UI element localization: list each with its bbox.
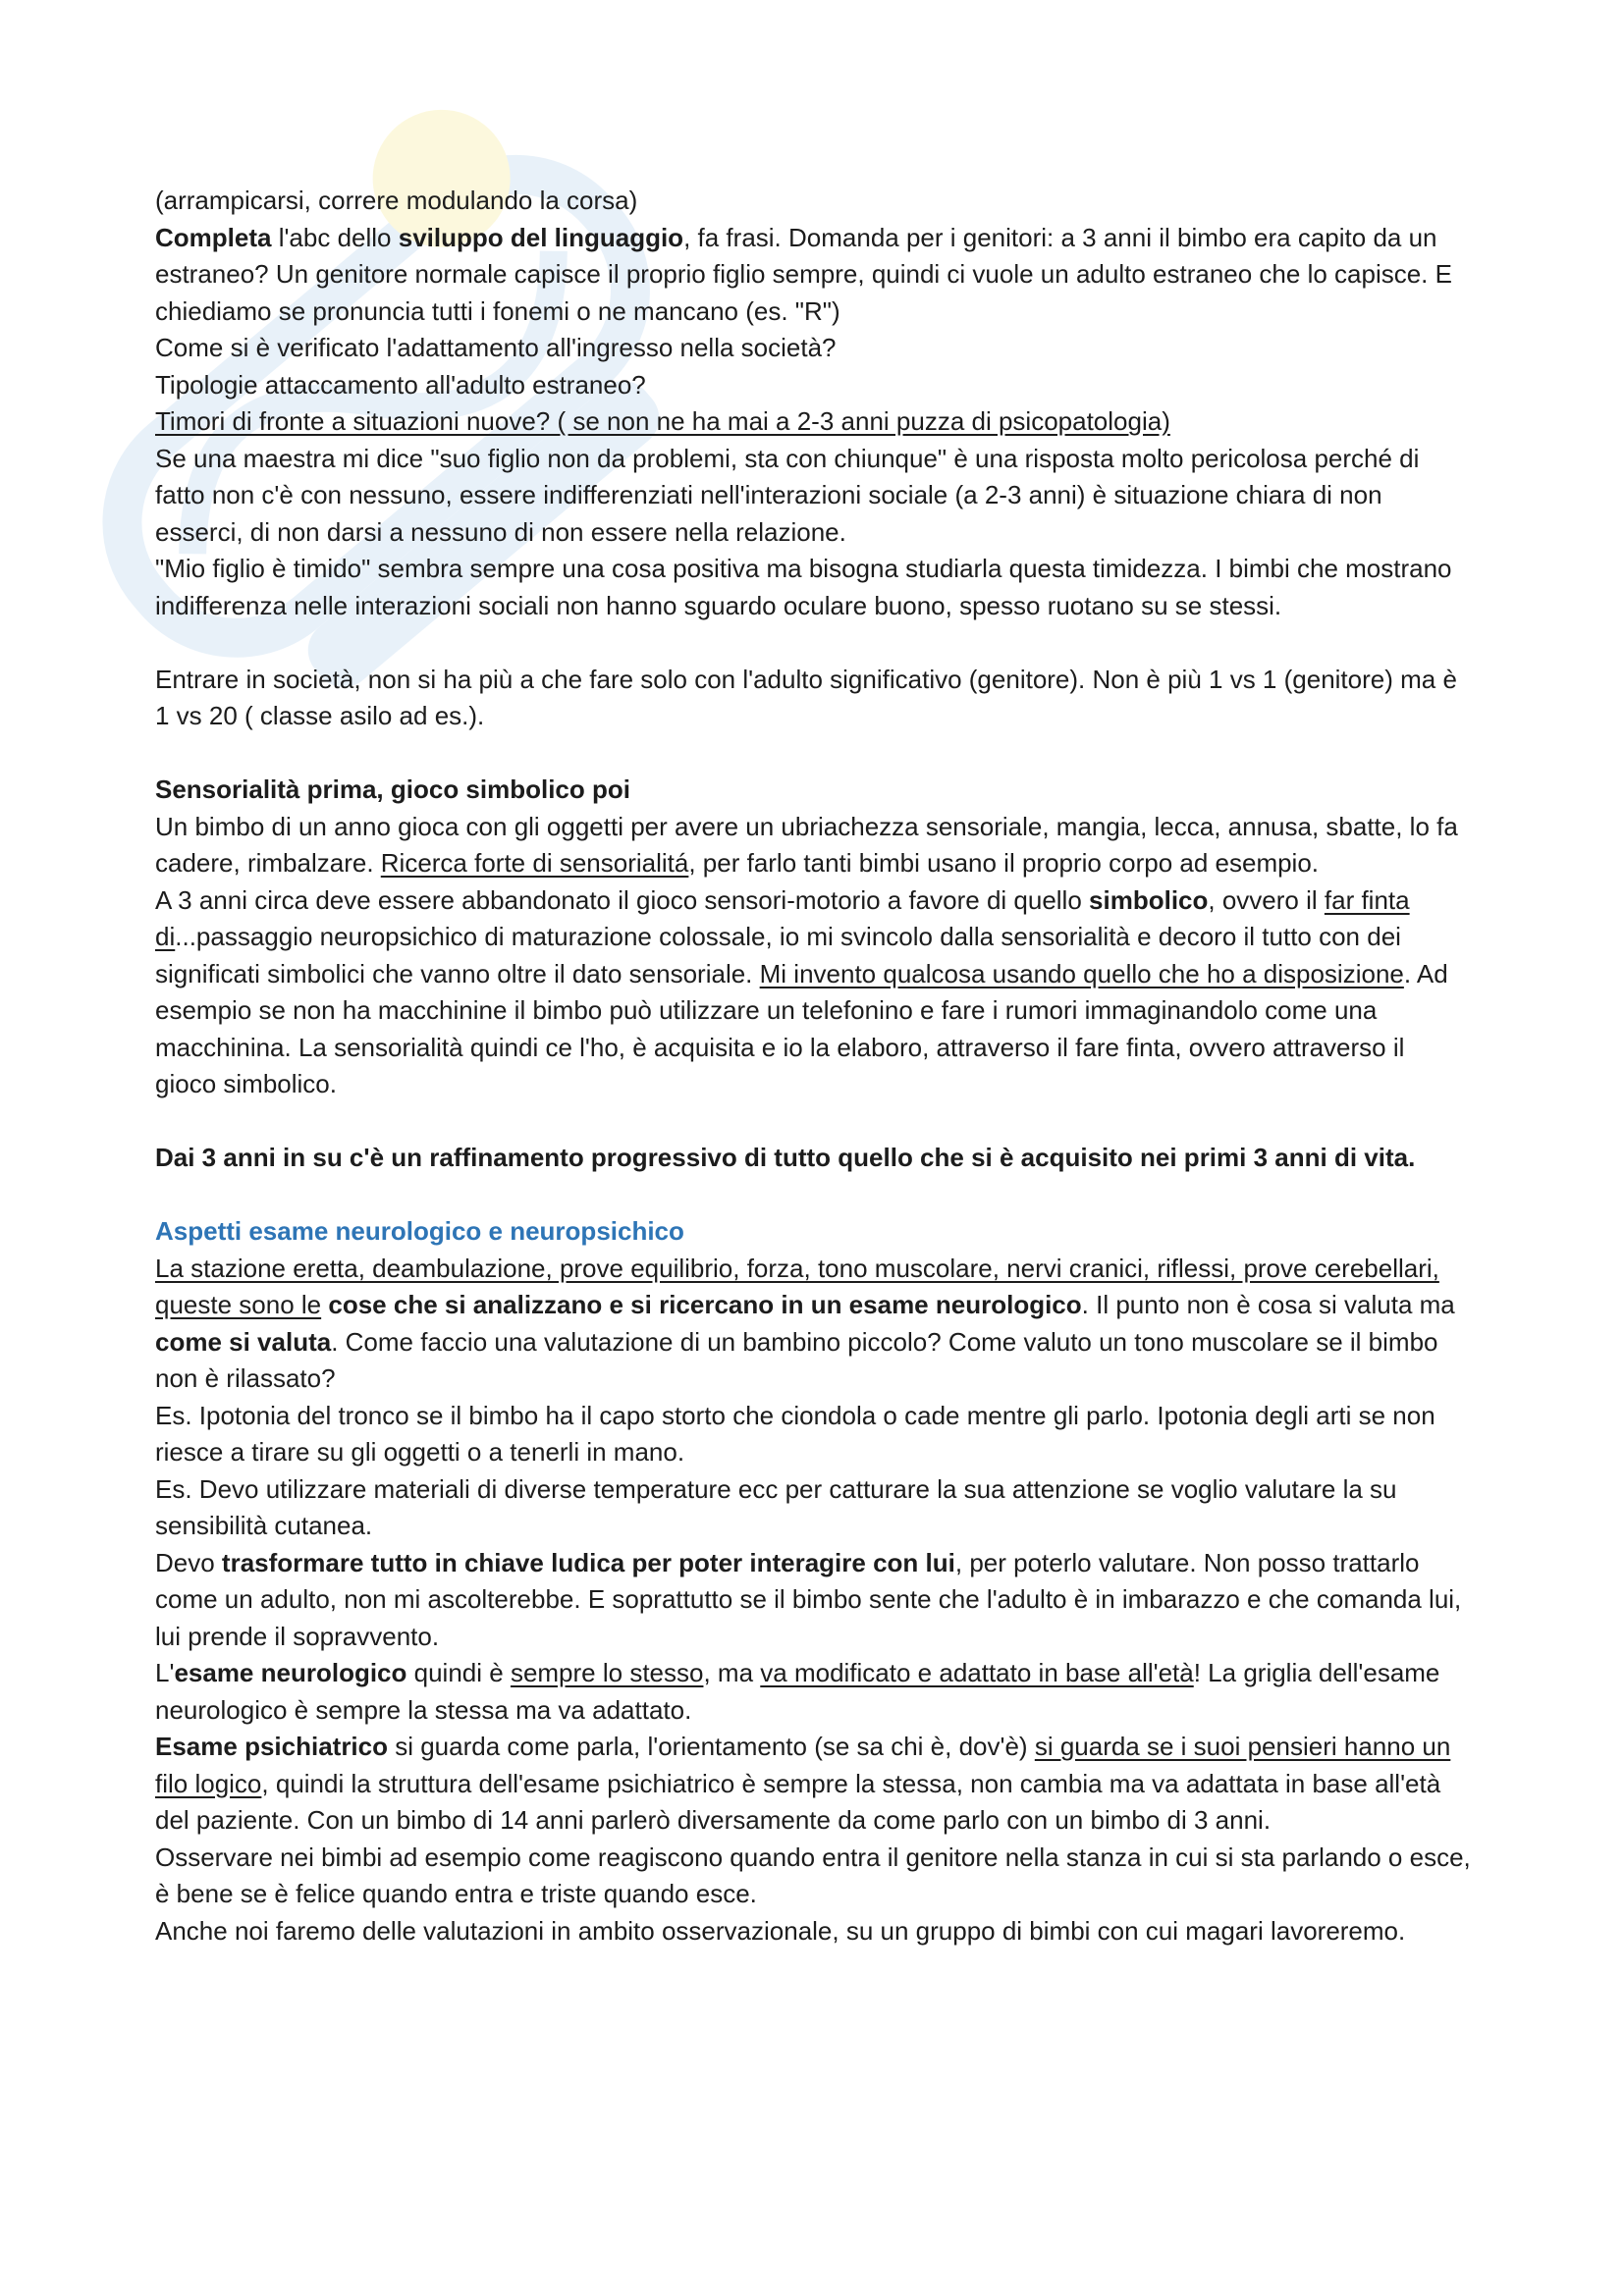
paragraph-valutazioni: Anche noi faremo delle valutazioni in ambito osservazionale, su un gruppo di bimbi con cui magari lavoreremo.	[155, 1915, 1406, 1946]
paragraph-esame-psichiatrico: Esame psichiatrico si guarda come parla, l'orientamento (se sa chi è, dov'è) si guarda se i suoi pensieri hanno un filo logico, quindi la struttura dell'esame psichiatrico è sempre la stessa, non cambia ma va adattata in base all'età del paziente. Con un bimbo di 14 anni parlerò diversamente da come parlo con un bimbo di 3 anni.	[155, 1732, 1451, 1835]
paragraph-adattamento: Come si è verificato l'adattamento all'ingresso nella società?	[155, 333, 837, 362]
section-heading-esame-neurologico: Aspetti esame neurologico e neuropsichico	[155, 1216, 684, 1246]
paragraph-esame-neurologico: L'esame neurologico quindi è sempre lo stesso, ma va modificato e adattato in base all'età! La griglia dell'esame neurologico è sempre la stessa ma va adattato.	[155, 1658, 1440, 1725]
paragraph-maestra: Se una maestra mi dice "suo figlio non da problemi, sta con chiunque" è una risposta molto pericolosa perché di fatto non c'è con nessuno, essere indifferenziati nell'interazioni sociale (a 2-3 anni) è situazione chiara di non esserci, di non darsi a nessuno di non essere nella relazione.	[155, 443, 1420, 547]
paragraph-intro: (arrampicarsi, correre modulando la corsa)	[155, 186, 638, 215]
paragraph-osservare: Osservare nei bimbi ad esempio come reagiscono quando entra il genitore nella stanza in cui si sta parlando o esce, è bene se è felice quando entra e triste quando esce.	[155, 1842, 1471, 1908]
paragraph-chiave-ludica: Devo trasformare tutto in chiave ludica per poter interagire con lui, per poterlo valutare. Non posso trattarlo come un adulto, non mi ascolterebbe. E soprattutto se il bimbo sente che l'adulto è in imbarazzo e che comanda lui, lui prende il sopravvento.	[155, 1547, 1462, 1651]
paragraph-bimbo-un-anno: Un bimbo di un anno gioca con gli oggetti per avere un ubriachezza sensoriale, mangia, lecca, annusa, sbatte, lo fa cadere, rimbalzare. Ricerca forte di sensorialitá, per farlo tanti bimbi usano il proprio corpo ad esempio.	[155, 811, 1458, 878]
paragraph-raffinamento: Dai 3 anni in su c'è un raffinamento progressivo di tutto quello che si è acquisito nei primi 3 anni di vita.	[155, 1143, 1416, 1172]
paragraph-stazione-eretta: La stazione eretta, deambulazione, prove equilibrio, forza, tono muscolare, nervi cranici, riflessi, prove cerebellari, queste sono le cose che si analizzano e si ricercano in un esame neurologico. Il punto non è cosa si valuta ma come si valuta. Come faccio una valutazione di un bambino piccolo? Come valuto un tono muscolare se il bimbo non è rilassato?	[155, 1253, 1455, 1393]
paragraph-timido: "Mio figlio è timido" sembra sempre una cosa positiva ma bisogna studiarla questa timidezza. I bimbi che mostrano indifferenza nelle interazioni sociali non hanno sguardo oculare buono, spesso ruotano su se stessi.	[155, 554, 1452, 620]
paragraph-materiali: Es. Devo utilizzare materiali di diverse temperature ecc per catturare la sua attenzione se voglio valutare la su sensibilità cutanea.	[155, 1473, 1397, 1540]
document-body	[155, 183, 1471, 1949]
paragraph-linguaggio: Completa l'abc dello sviluppo del linguaggio, fa frasi. Domanda per i genitori: a 3 anni il bimbo era capito da un estraneo? Un genitore normale capisce il proprio figlio sempre, quindi ci vuole un adulto estraneo che lo capisce. E chiediamo se pronuncia tutti i fonemi o ne mancano (es. "R")	[155, 222, 1452, 326]
paragraph-timori: Timori di fronte a situazioni nuove? ( se non ne ha mai a 2-3 anni puzza di psicopatologia)	[155, 406, 1170, 436]
section-heading-sensorialita: Sensorialità prima, gioco simbolico poi	[155, 774, 630, 804]
paragraph-societa: Entrare in società, non si ha più a che fare solo con l'adulto significativo (genitore). Non è più 1 vs 1 (genitore) ma è 1 vs 20 ( classe asilo ad es.).	[155, 664, 1457, 730]
paragraph-ipotonia: Es. Ipotonia del tronco se il bimbo ha il capo storto che ciondola o cade mentre gli parlo. Ipotonia degli arti se non riesce a tirare su gli oggetti o a tenerli in mano.	[155, 1400, 1435, 1467]
paragraph-gioco-simbolico: A 3 anni circa deve essere abbandonato il gioco sensori-motorio a favore di quello simbolico, ovvero il far finta di...passaggio neuropsichico di maturazione colossale, io mi svincolo dalla sensorialità e decoro il tutto con dei significati simbolici che vanno oltre il dato sensoriale. Mi invento qualcosa usando quello che ho a disposizione. Ad esempio se non ha macchinine il bimbo può utilizzare un telefonino e fare i rumori immaginandolo come una macchinina. La sensorialità quindi ce l'ho, è acquisita e io la elaboro, attraverso il fare finta, ovvero attraverso il gioco simbolico.	[155, 884, 1448, 1098]
paragraph-attaccamento: Tipologie attaccamento all'adulto estraneo?	[155, 369, 646, 400]
